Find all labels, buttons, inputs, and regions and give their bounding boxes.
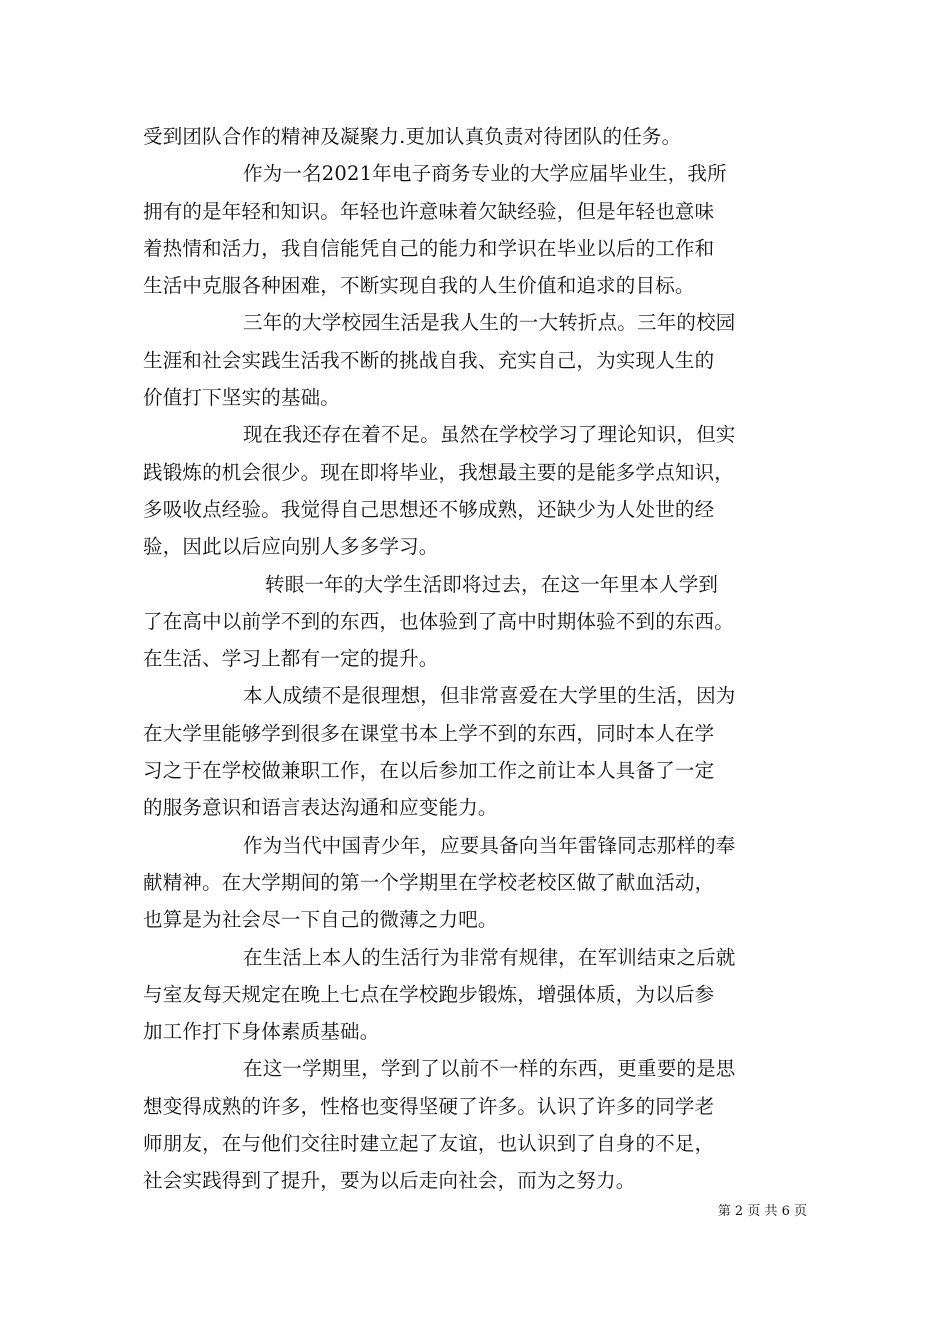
- text-line: 在大学里能够学到很多在课堂书本上学不到的东西，同时本人在学: [143, 721, 715, 745]
- text-line: 作为当代中国青少年，应要具备向当年雷锋同志那样的奉: [243, 833, 736, 857]
- text-line: 现在我还存在着不足。虽然在学校学习了理论知识，但实: [243, 423, 736, 447]
- text-line: 想变得成熟的许多，性格也变得坚硬了许多。认识了许多的同学老: [143, 1094, 715, 1118]
- text-line: 作为一名2021年电子商务专业的大学应届毕业生，我所: [243, 162, 727, 186]
- text-line: 也算是为社会尽一下自己的微薄之力吧。: [143, 908, 498, 932]
- text-line: 验，因此以后应向别人多多学习。: [143, 535, 439, 559]
- page-number: 第 2 页 共 6 页: [717, 1204, 807, 1219]
- body-text: [143, 118, 813, 1200]
- text-line: 拥有的是年轻和知识。年轻也许意味着欠缺经验，但是年轻也意味: [143, 199, 715, 223]
- text-line: 的服务意识和语言表达沟通和应变能力。: [143, 796, 498, 820]
- text-line: 生涯和社会实践生活我不断的挑战自我、充实自己，为实现人生的: [143, 348, 715, 372]
- text-line: 献精神。在大学期间的第一个学期里在学校老校区做了献血活动，: [143, 870, 715, 894]
- text-line: 着热情和活力，我自信能凭自己的能力和学识在毕业以后的工作和: [143, 236, 715, 260]
- text-line: 价值打下坚实的基础。: [143, 386, 341, 410]
- text-line: 在生活上本人的生活行为非常有规律，在军训结束之后就: [243, 945, 736, 969]
- text-line: 在生活、学习上都有一定的提升。: [143, 647, 439, 671]
- text-line: 了在高中以前学不到的东西，也体验到了高中时期体验不到的东西。: [143, 609, 735, 633]
- text-line: 生活中克服各种困难，不断实现自我的人生价值和追求的目标。: [143, 274, 695, 298]
- text-line: 三年的大学校园生活是我人生的一大转折点。三年的校园: [243, 311, 736, 335]
- text-line: 加工作打下身体素质基础。: [143, 1020, 380, 1044]
- text-line: 师朋友，在与他们交往时建立起了友谊，也认识到了自身的不足，: [143, 1132, 715, 1156]
- text-line: 习之于在学校做兼职工作，在以后参加工作之前让本人具备了一定: [143, 759, 715, 783]
- text-line: 多吸收点经验。我觉得自己思想还不够成熟，还缺少为人处世的经: [143, 497, 715, 521]
- text-line: 在这一学期里，学到了以前不一样的东西，更重要的是思: [243, 1057, 736, 1081]
- text-line: 与室友每天规定在晚上七点在学校跑步锻炼，增强体质，为以后参: [143, 982, 715, 1006]
- text-line: 社会实践得到了提升，要为以后走向社会，而为之努力。: [143, 1169, 636, 1193]
- text-line: 转眼一年的大学生活即将过去，在这一年里本人学到: [265, 572, 719, 596]
- text-line: 受到团队合作的精神及凝聚力.更加认真负责对待团队的任务。: [143, 125, 682, 148]
- text-line: 践锻炼的机会很少。现在即将毕业，我想最主要的是能多学点知识，: [143, 460, 735, 484]
- text-line: 本人成绩不是很理想，但非常喜爱在大学里的生活，因为: [243, 684, 736, 708]
